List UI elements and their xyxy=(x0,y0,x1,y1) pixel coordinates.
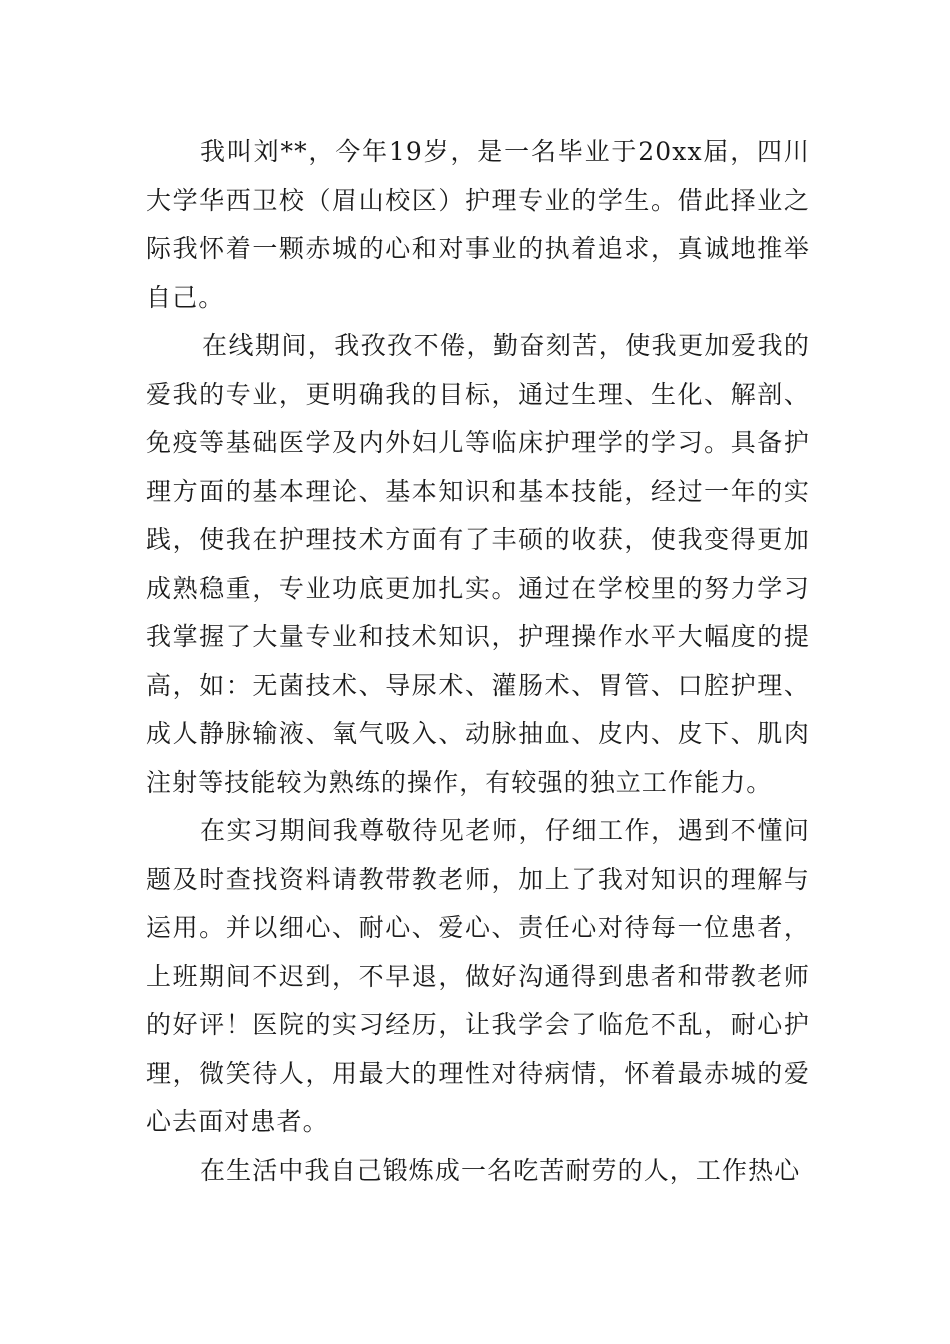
document-body xyxy=(146,128,810,1195)
paragraph-study: 在线期间，我孜孜不倦，勤奋刻苦，使我更加爱我的爱我的专业，更明确我的目标，通过生理、生化、解剖、免疫等基础医学及内外妇儿等临床护理学的学习。具备护理方面的基本理论、基本知识和基本技能，经过一年的实践，使我在护理技术方面有了丰硕的收获，使我变得更加成熟稳重，专业功底更加扎实。通过在学校里的努力学习我掌握了大量专业和技术知识，护理操作水平大幅度的提高，如：无菌技术、导尿术、灌肠术、胃管、口腔护理、成人静脉输液、氧气吸入、动脉抽血、皮内、皮下、肌肉注射等技能较为熟练的操作，有较强的独立工作能力。 xyxy=(146,331,810,797)
paragraph-internship: 在实习期间我尊敬待见老师，仔细工作，遇到不懂问题及时查找资料请教带教老师，加上了我对知识的理解与运用。并以细心、耐心、爱心、责任心对待每一位患者，上班期间不迟到，不早退，做好沟通得到患者和带教老师的好评！医院的实习经历，让我学会了临危不乱，耐心护理，微笑待人，用最大的理性对待病情，怀着最赤城的爱心去面对患者。 xyxy=(146,816,810,1136)
paragraph-life: 在生活中我自己锻炼成一名吃苦耐劳的人，工作热心 xyxy=(200,1155,801,1185)
paragraph-intro: 我叫刘**，今年19岁，是一名毕业于20xx届，四川大学华西卫校（眉山校区）护理专业的学生。借此择业之际我怀着一颗赤城的心和对事业的执着追求，真诚地推举自己。 xyxy=(146,137,810,312)
